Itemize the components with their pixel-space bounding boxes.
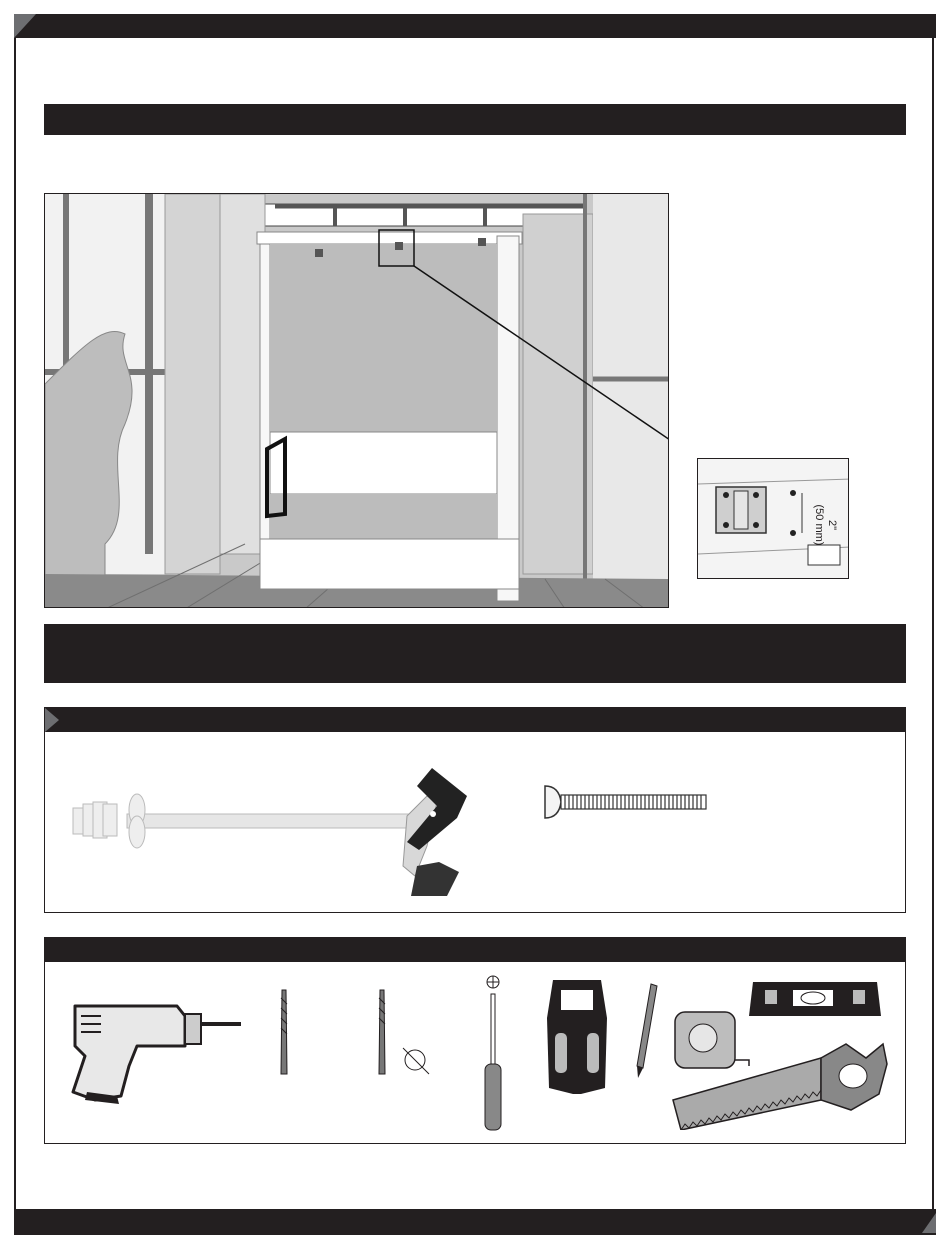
tools-panel-header [45, 938, 905, 962]
hardware-panel-header [45, 708, 905, 732]
room-scene-drawing [45, 194, 669, 608]
level-icon [749, 978, 881, 1022]
hand-saw-icon [671, 1038, 891, 1130]
step-title-bar [44, 104, 906, 135]
tools-panel [44, 937, 906, 1144]
phillips-screwdriver-icon [481, 974, 505, 1134]
machine-screw-icon [543, 782, 713, 822]
dimension-metric: (50 mm) [813, 504, 825, 546]
corner-triangle-bottom-right [922, 1213, 936, 1233]
dimension-imperial: 2" [826, 519, 838, 531]
panel-triangle-icon [45, 708, 59, 732]
hardware-panel [44, 707, 906, 913]
note-bar [44, 624, 906, 683]
stud-finder-icon [545, 978, 609, 1096]
dimension-label [800, 485, 840, 555]
corner-triangle-top-left [14, 14, 36, 38]
power-drill-icon [67, 996, 247, 1106]
installation-illustration [44, 193, 669, 608]
pencil-icon [635, 982, 659, 1080]
drill-bit-with-diameter-icon [375, 988, 435, 1083]
toggle-bolt-icon [67, 766, 477, 900]
drill-bit-icon [277, 988, 291, 1078]
footer-bar [14, 1209, 936, 1235]
header-bar [14, 14, 936, 38]
